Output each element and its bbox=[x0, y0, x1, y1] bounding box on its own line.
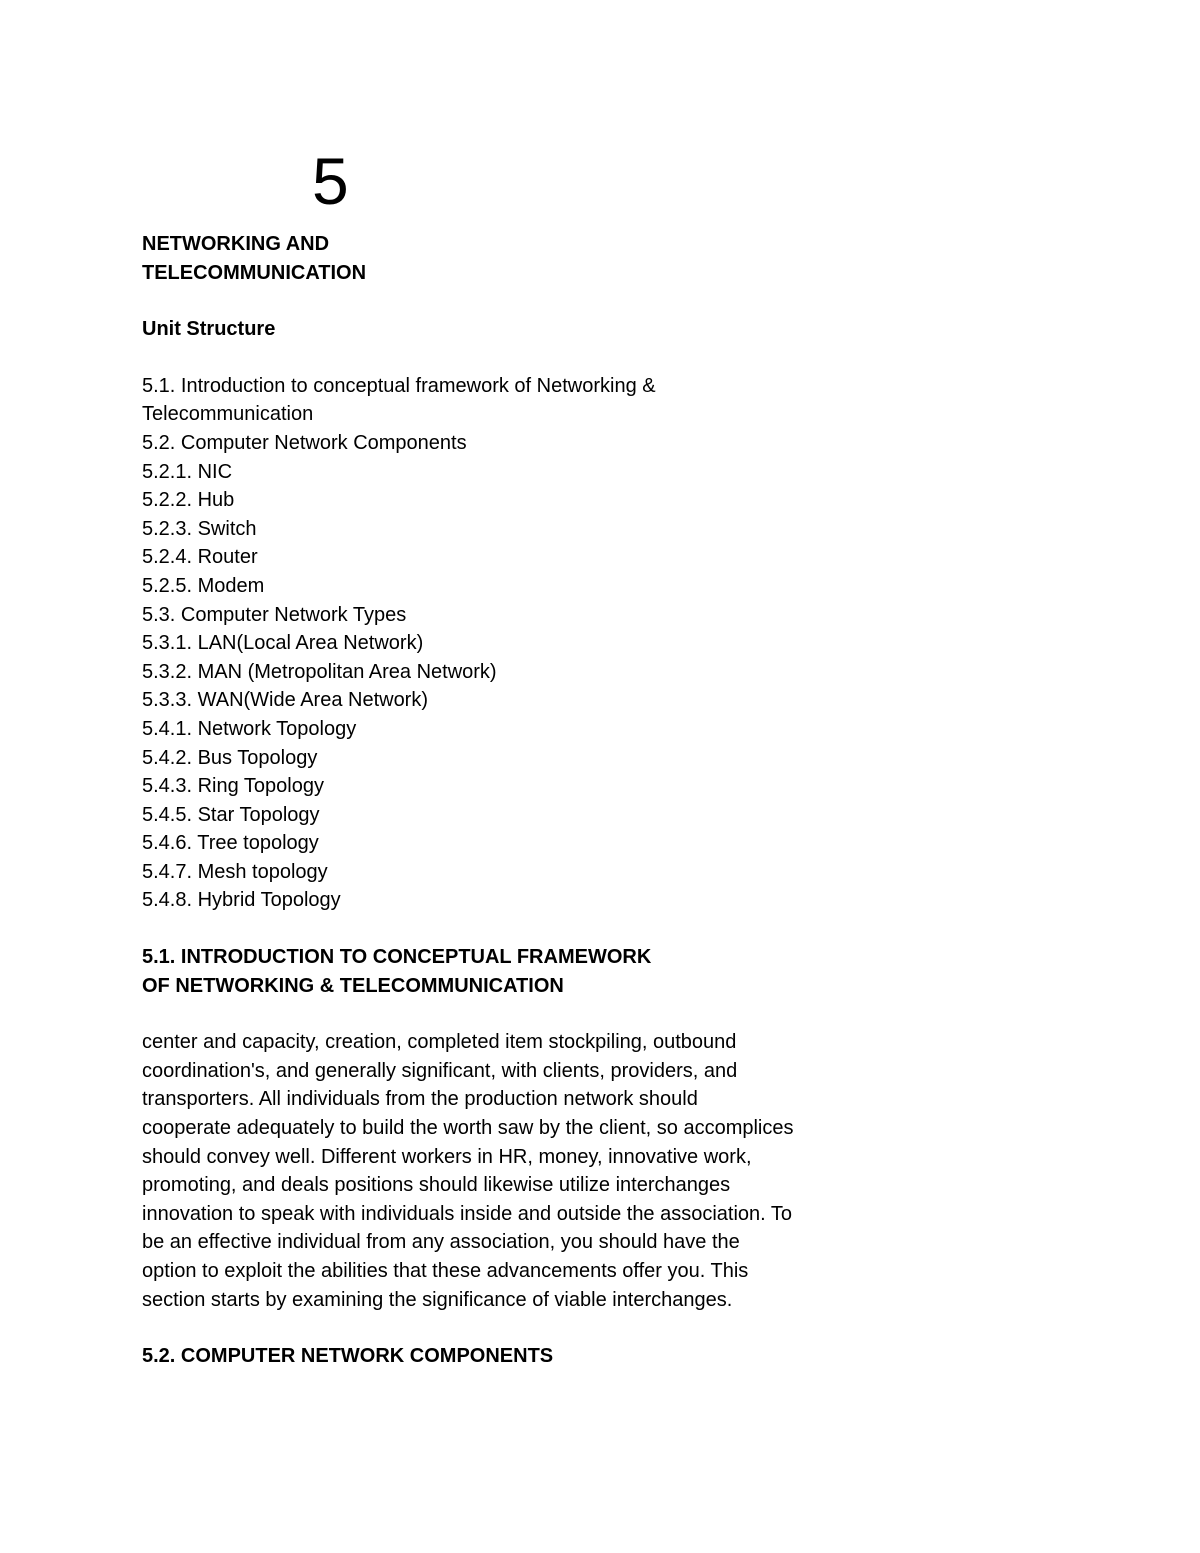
chapter-title bbox=[142, 230, 862, 287]
toc-item: 5.3. Computer Network Types bbox=[142, 603, 407, 626]
toc-item: 5.4.6. Tree topology bbox=[142, 832, 319, 855]
paragraph-line: cooperate adequately to build the worth saw by the client, so accomplices bbox=[142, 1117, 794, 1140]
toc-item: 5.2.4. Router bbox=[142, 546, 258, 569]
paragraph-line: option to exploit the abilities that these advancements offer you. This bbox=[142, 1260, 749, 1282]
chapter-title-line: NETWORKING AND bbox=[142, 233, 330, 255]
section-heading-line: OF NETWORKING & TELECOMMUNICATION bbox=[142, 974, 564, 997]
toc-item: 5.2.1. NIC bbox=[142, 460, 233, 483]
toc-item: 5.2. Computer Network Components bbox=[142, 431, 467, 454]
table-of-contents bbox=[142, 372, 862, 915]
chapter-title-line: TELECOMMUNICATION bbox=[142, 261, 367, 284]
toc-item: 5.2.2. Hub bbox=[142, 489, 235, 512]
unit-structure-label: Unit Structure bbox=[142, 318, 276, 341]
toc-item: 5.3.3. WAN(Wide Area Network) bbox=[142, 689, 429, 712]
chapter-number: 5 bbox=[312, 144, 349, 218]
document-content bbox=[142, 230, 862, 1371]
toc-item: 5.1. Introduction to conceptual framework of Networking & bbox=[142, 374, 656, 397]
section-heading-line: 5.1. INTRODUCTION TO CONCEPTUAL FRAMEWORK bbox=[142, 946, 652, 969]
toc-item: 5.4.8. Hybrid Topology bbox=[142, 889, 341, 912]
toc-item: 5.4.2. Bus Topology bbox=[142, 746, 318, 769]
toc-item: 5.2.3. Switch bbox=[142, 517, 257, 540]
toc-item: 5.4.1. Network Topology bbox=[142, 717, 357, 740]
toc-item: Telecommunication bbox=[142, 403, 314, 426]
paragraph-line: section starts by examining the significance of viable interchanges. bbox=[142, 1288, 733, 1311]
paragraph-line: innovation to speak with individuals inside and outside the association. To bbox=[142, 1202, 793, 1225]
toc-item: 5.3.2. MAN (Metropolitan Area Network) bbox=[142, 660, 497, 683]
paragraph-line: be an effective individual from any association, you should have the bbox=[142, 1231, 740, 1254]
section-5-1-heading bbox=[142, 943, 862, 1000]
paragraph-line: center and capacity, creation, completed item stockpiling, outbound bbox=[142, 1031, 737, 1054]
toc-item: 5.3.1. LAN(Local Area Network) bbox=[142, 632, 424, 655]
section-5-1-paragraph bbox=[142, 1028, 862, 1314]
section-5-2-heading: 5.2. COMPUTER NETWORK COMPONENTS bbox=[142, 1345, 554, 1368]
paragraph-line: transporters. All individuals from the production network should bbox=[142, 1088, 698, 1111]
toc-item: 5.2.5. Modem bbox=[142, 574, 265, 597]
toc-item: 5.4.5. Star Topology bbox=[142, 803, 320, 826]
toc-item: 5.4.3. Ring Topology bbox=[142, 775, 324, 798]
paragraph-line: promoting, and deals positions should likewise utilize interchanges bbox=[142, 1174, 731, 1197]
paragraph-line: coordination's, and generally significant, with clients, providers, and bbox=[142, 1059, 738, 1082]
toc-item: 5.4.7. Mesh topology bbox=[142, 860, 328, 883]
paragraph-line: should convey well. Different workers in HR, money, innovative work, bbox=[142, 1145, 752, 1168]
